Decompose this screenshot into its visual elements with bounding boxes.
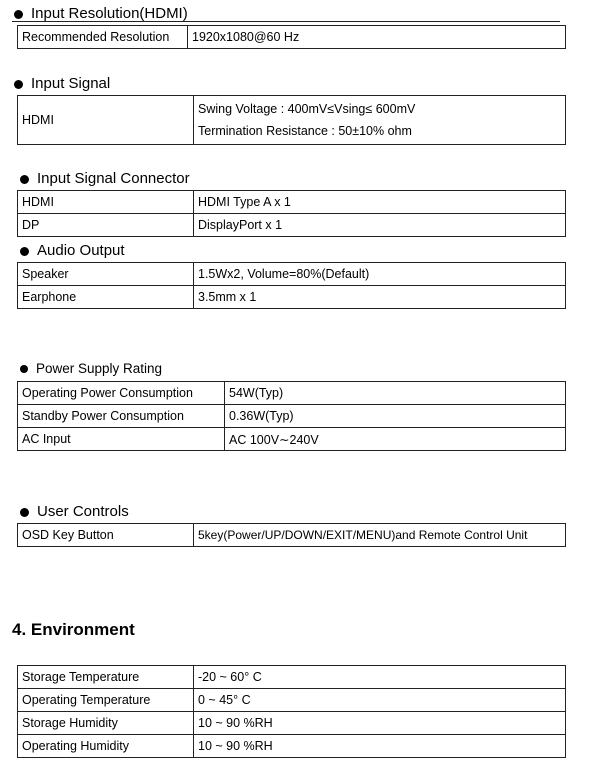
table-row bbox=[18, 382, 566, 405]
spec-value: 0.36W(Typ) bbox=[225, 405, 566, 428]
input-signal-heading bbox=[14, 75, 110, 93]
table-row bbox=[18, 263, 566, 286]
audio-output-heading-text: Audio Output bbox=[37, 242, 125, 259]
spec-value: 54W(Typ) bbox=[225, 382, 566, 405]
spec-value bbox=[194, 96, 566, 145]
spec-label: Earphone bbox=[18, 286, 194, 309]
table-row bbox=[18, 96, 566, 145]
bullet-icon bbox=[20, 175, 29, 184]
input-signal-heading-text: Input Signal bbox=[31, 75, 111, 92]
input-signal-table bbox=[17, 95, 566, 145]
table-row bbox=[18, 191, 566, 214]
power-supply-heading bbox=[20, 360, 162, 378]
user-controls-table bbox=[17, 523, 566, 547]
environment-table bbox=[17, 665, 566, 758]
spec-label: DP bbox=[18, 214, 194, 237]
table-row bbox=[18, 689, 566, 712]
spec-value: 1920x1080@60 Hz bbox=[188, 26, 566, 49]
swing-voltage-line: Swing Voltage : 400mV≤Vsing≤ 600mV bbox=[198, 102, 416, 116]
termination-resistance-line: Termination Resistance : 50±10% ohm bbox=[198, 124, 412, 138]
spec-value: 3.5mm x 1 bbox=[194, 286, 566, 309]
input-resolution-heading-text: Input Resolution(HDMI) bbox=[31, 5, 188, 22]
spec-label: Storage Temperature bbox=[18, 666, 194, 689]
spec-value: DisplayPort x 1 bbox=[194, 214, 566, 237]
table-row bbox=[18, 428, 566, 451]
spec-label: Standby Power Consumption bbox=[18, 405, 225, 428]
audio-output-heading bbox=[20, 242, 125, 260]
spec-label: Speaker bbox=[18, 263, 194, 286]
spec-value: 1.5Wx2, Volume=80%(Default) bbox=[194, 263, 566, 286]
spec-value: HDMI Type A x 1 bbox=[194, 191, 566, 214]
table-row bbox=[18, 735, 566, 758]
spec-label: Storage Humidity bbox=[18, 712, 194, 735]
user-controls-heading-text: User Controls bbox=[37, 503, 129, 520]
input-connector-heading-text: Input Signal Connector bbox=[37, 170, 190, 187]
bullet-icon bbox=[20, 247, 29, 256]
table-row bbox=[18, 214, 566, 237]
spec-label: HDMI bbox=[18, 96, 194, 145]
user-controls-heading bbox=[20, 503, 129, 521]
spec-label: Operating Power Consumption bbox=[18, 382, 225, 405]
table-row bbox=[18, 405, 566, 428]
audio-output-table bbox=[17, 262, 566, 309]
bullet-icon bbox=[20, 508, 29, 517]
power-supply-heading-text: Power Supply Rating bbox=[36, 361, 163, 376]
spec-value: 0 ~ 45° C bbox=[194, 689, 566, 712]
spec-label: AC Input bbox=[18, 428, 225, 451]
input-resolution-table bbox=[17, 25, 566, 49]
input-connector-heading bbox=[20, 170, 190, 188]
table-row bbox=[18, 712, 566, 735]
input-resolution-heading bbox=[14, 5, 188, 23]
table-row bbox=[18, 286, 566, 309]
spec-value: AC 100V∼240V bbox=[225, 428, 566, 451]
spec-value: 10 ~ 90 %RH bbox=[194, 712, 566, 735]
table-row bbox=[18, 524, 566, 547]
bullet-icon bbox=[20, 365, 28, 373]
bullet-icon bbox=[14, 80, 23, 89]
input-connector-table bbox=[17, 190, 566, 237]
spec-label: Recommended Resolution bbox=[18, 26, 188, 49]
spec-label: Operating Temperature bbox=[18, 689, 194, 712]
table-row bbox=[18, 666, 566, 689]
environment-title: 4. Environment bbox=[12, 620, 135, 639]
spec-label: Operating Humidity bbox=[18, 735, 194, 758]
spec-value: -20 ~ 60° C bbox=[194, 666, 566, 689]
spec-value: 5key(Power/UP/DOWN/EXIT/MENU)and Remote Control Unit bbox=[194, 524, 566, 547]
bullet-icon bbox=[14, 10, 23, 19]
spec-label: HDMI bbox=[18, 191, 194, 214]
spec-label: OSD Key Button bbox=[18, 524, 194, 547]
table-row bbox=[18, 26, 566, 49]
spec-value: 10 ~ 90 %RH bbox=[194, 735, 566, 758]
power-supply-table bbox=[17, 381, 566, 451]
